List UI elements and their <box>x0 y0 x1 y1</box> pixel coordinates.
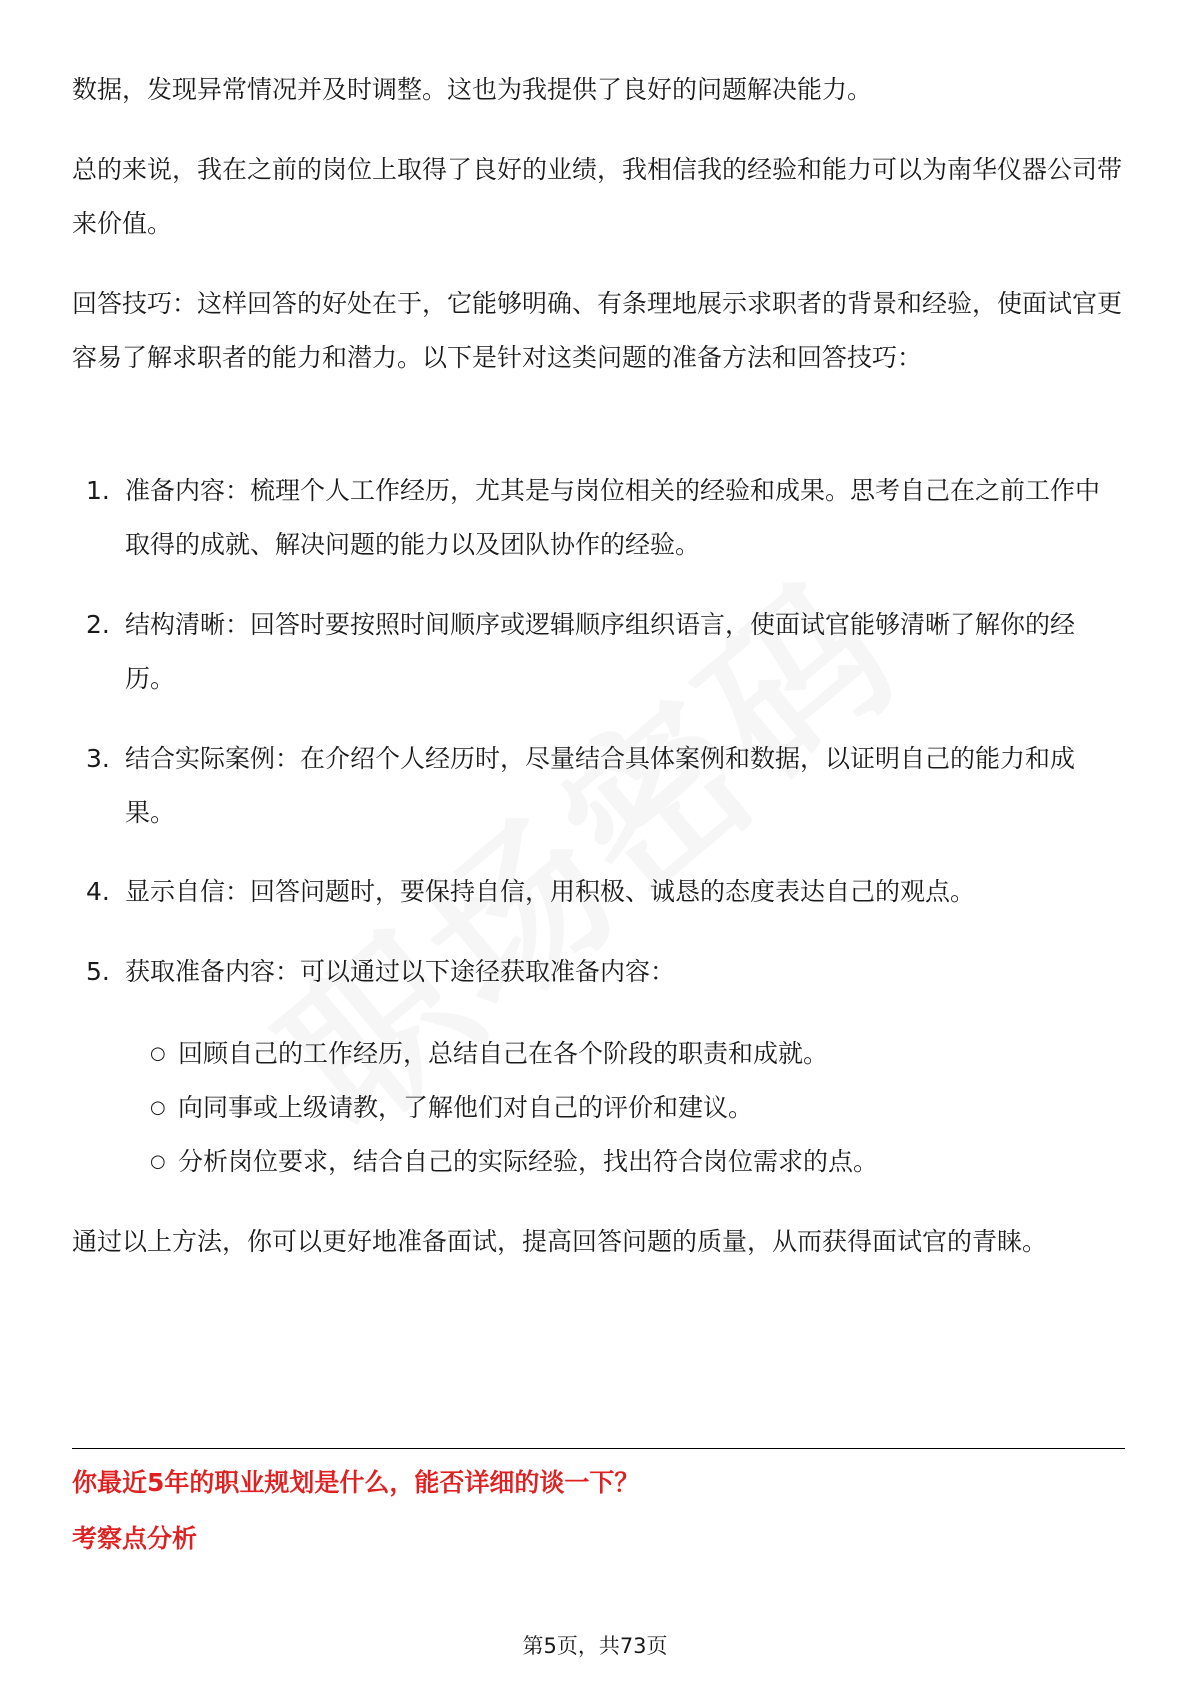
paragraph-continuation: 数据，发现异常情况并及时调整。这也为我提供了良好的问题解决能力。 <box>72 75 873 104</box>
analysis-heading: 考察点分析 <box>72 1524 198 1553</box>
bullet-circle-icon: ○ <box>150 1043 166 1064</box>
bullet-circle-icon: ○ <box>150 1097 166 1118</box>
paragraph-answer-tips: 回答技巧：这样回答的好处在于，它能够明确、有条理地展示求职者的背景和经验，使面试官更容易了解求职者的能力和潜力。以下是针对这类问题的准备方法和回答技巧： <box>72 289 1123 372</box>
bullet-circle-icon: ○ <box>150 1151 166 1172</box>
list-text: 获取准备内容：可以通过以下途径获取准备内容： <box>125 957 676 986</box>
question-heading: 你最近5年的职业规划是什么，能否详细的谈一下？ <box>72 1468 640 1497</box>
page-number-footer: 第5页，共73页 <box>522 1634 668 1658</box>
paragraph-closing: 通过以上方法，你可以更好地准备面试，提高回答问题的质量，从而获得面试官的青睐。 <box>72 1227 1048 1256</box>
sub-list-text: 回顾自己的工作经历，总结自己在各个阶段的职责和成就。 <box>178 1039 829 1068</box>
list-text: 准备内容：梳理个人工作经历，尤其是与岗位相关的经验和成果。思考自己在之前工作中取得的成就、解决问题的能力以及团队协作的经验。 <box>125 476 1101 559</box>
list-text: 显示自信：回答问题时，要保持自信，用积极、诚恳的态度表达自己的观点。 <box>125 877 976 906</box>
list-text: 结合实际案例：在介绍个人经历时，尽量结合具体案例和数据，以证明自己的能力和成果。 <box>125 744 1076 827</box>
list-number: 5. <box>86 957 110 986</box>
sub-list-text: 向同事或上级请教，了解他们对自己的评价和建议。 <box>178 1093 754 1122</box>
list-number: 3. <box>86 744 110 773</box>
list-text: 结构清晰：回答时要按照时间顺序或逻辑顺序组织语言，使面试官能够清晰了解你的经历。 <box>125 610 1076 693</box>
paragraph-summary: 总的来说，我在之前的岗位上取得了良好的业绩，我相信我的经验和能力可以为南华仪器公司带来价值。 <box>72 155 1123 238</box>
divider <box>72 1448 1125 1449</box>
list-number: 2. <box>86 610 110 639</box>
list-number: 1. <box>86 476 110 505</box>
list-number: 4. <box>86 877 110 906</box>
sub-list-text: 分析岗位要求，结合自己的实际经验，找出符合岗位需求的点。 <box>178 1147 879 1176</box>
